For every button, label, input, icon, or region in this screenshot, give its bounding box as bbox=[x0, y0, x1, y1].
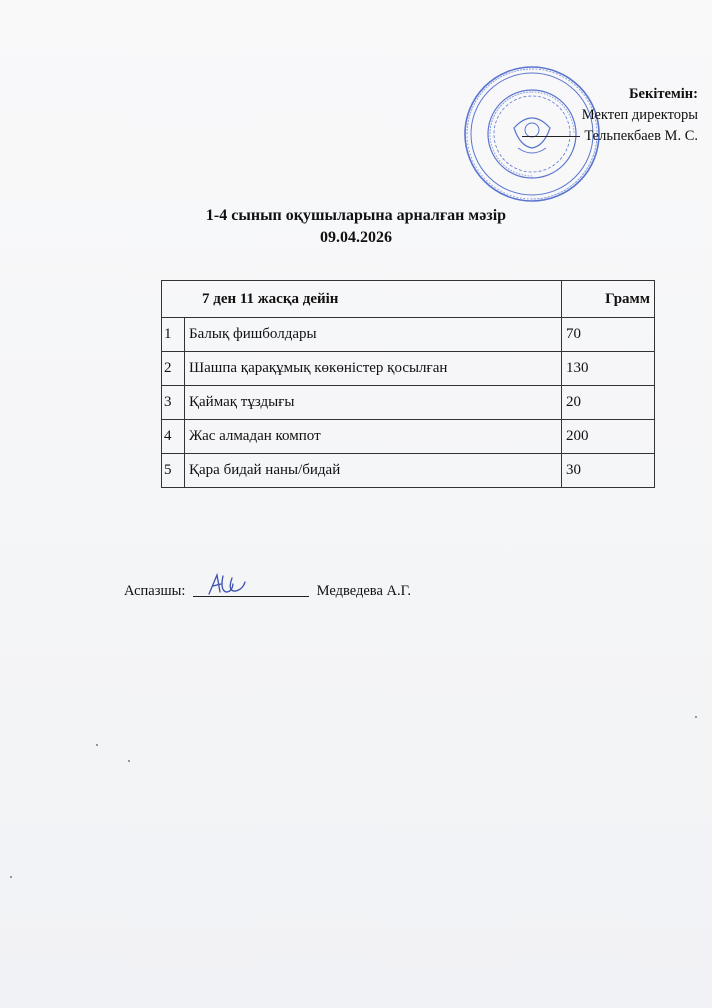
table-row bbox=[162, 352, 655, 386]
cook-signature-block bbox=[124, 580, 411, 600]
table-header-row bbox=[162, 281, 655, 318]
row-dish: Балық фишболдары bbox=[185, 318, 562, 352]
row-grams: 130 bbox=[562, 352, 655, 386]
approval-position: Мектеп директоры bbox=[581, 107, 698, 123]
scan-speck bbox=[96, 744, 98, 746]
header-age: 7 ден 11 жасқа дейін bbox=[162, 281, 562, 318]
row-number: 3 bbox=[162, 386, 185, 420]
approval-signature-line bbox=[522, 136, 580, 137]
approval-signature-row bbox=[522, 126, 698, 147]
header-gram: Грамм bbox=[562, 281, 655, 318]
cook-label: Аспазшы: bbox=[124, 583, 186, 599]
row-number: 2 bbox=[162, 352, 185, 386]
handwritten-signature bbox=[205, 572, 249, 598]
row-number: 5 bbox=[162, 454, 185, 488]
approval-name: Тельпекбаев М. С. bbox=[584, 128, 698, 144]
row-dish: Жас алмадан компот bbox=[185, 420, 562, 454]
document-title bbox=[0, 205, 712, 249]
row-grams: 20 bbox=[562, 386, 655, 420]
row-number: 4 bbox=[162, 420, 185, 454]
menu-table bbox=[161, 280, 655, 488]
row-grams: 200 bbox=[562, 420, 655, 454]
table-row bbox=[162, 454, 655, 488]
row-dish: Қаймақ тұздығы bbox=[185, 386, 562, 420]
scan-speck bbox=[695, 716, 697, 718]
approval-block bbox=[522, 84, 698, 147]
title-line: 1-4 сынып оқушыларына арналған мәзір bbox=[205, 207, 507, 224]
row-grams: 30 bbox=[562, 454, 655, 488]
row-number: 1 bbox=[162, 318, 185, 352]
scan-speck bbox=[128, 760, 130, 762]
table-row bbox=[162, 386, 655, 420]
cook-signature-line bbox=[193, 580, 309, 597]
scan-speck bbox=[10, 876, 12, 878]
table-row bbox=[162, 318, 655, 352]
title-date: 09.04.2026 bbox=[320, 229, 392, 246]
cook-name: Медведева А.Г. bbox=[316, 583, 411, 599]
row-dish: Шашпа қарақұмық көкөністер қосылған bbox=[185, 352, 562, 386]
row-dish: Қара бидай наны/бидай bbox=[185, 454, 562, 488]
approval-heading: Бекітемін: bbox=[628, 86, 698, 102]
row-grams: 70 bbox=[562, 318, 655, 352]
table-row bbox=[162, 420, 655, 454]
